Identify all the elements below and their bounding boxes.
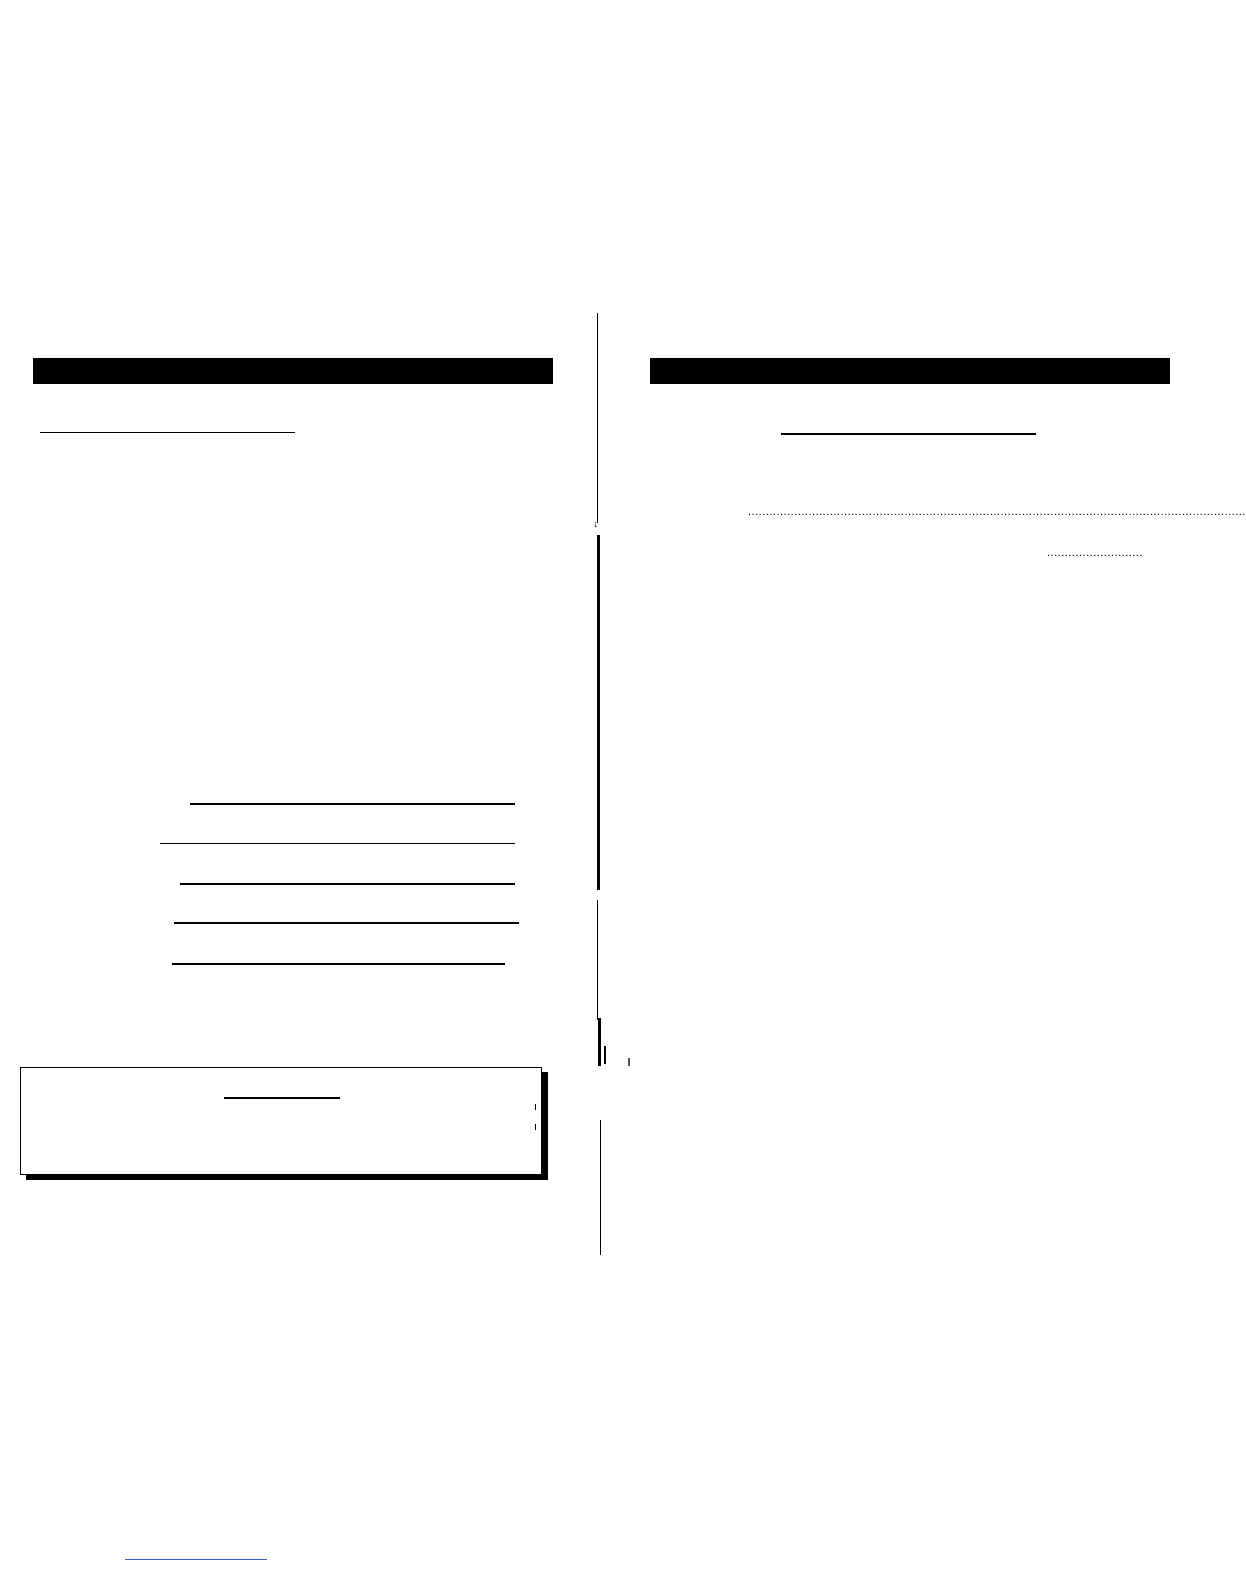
gutter-scribble-3 <box>628 1058 630 1066</box>
form-line-2 <box>160 843 515 844</box>
toc-leader-dots-1: ............................................................................................................................................ <box>748 506 1246 518</box>
gutter-scribble-2 <box>604 1046 606 1064</box>
gutter-line-bottom <box>600 1120 601 1255</box>
toc-leader-dots-2: ........................... <box>1047 547 1144 559</box>
form-line-5 <box>172 963 505 965</box>
gutter-line-top <box>597 313 598 523</box>
warning-underline <box>224 1097 340 1099</box>
toc-title-underline <box>781 433 1036 435</box>
footer-underline <box>125 1559 267 1560</box>
margin-tick-1 <box>535 1104 536 1110</box>
right-header-bar <box>650 358 1170 384</box>
margin-tick-2 <box>535 1124 536 1130</box>
form-line-3 <box>180 883 515 885</box>
gutter-line-lower <box>597 900 598 1020</box>
form-line-1 <box>190 803 515 805</box>
hearing-warning-box <box>20 1067 542 1175</box>
title-underline <box>40 432 295 433</box>
gutter-arrow: ↓ <box>593 519 598 530</box>
form-line-4 <box>174 922 519 924</box>
left-header-bar <box>33 358 553 384</box>
gutter-line-mid <box>597 535 600 890</box>
gutter-scribble <box>598 1018 601 1066</box>
